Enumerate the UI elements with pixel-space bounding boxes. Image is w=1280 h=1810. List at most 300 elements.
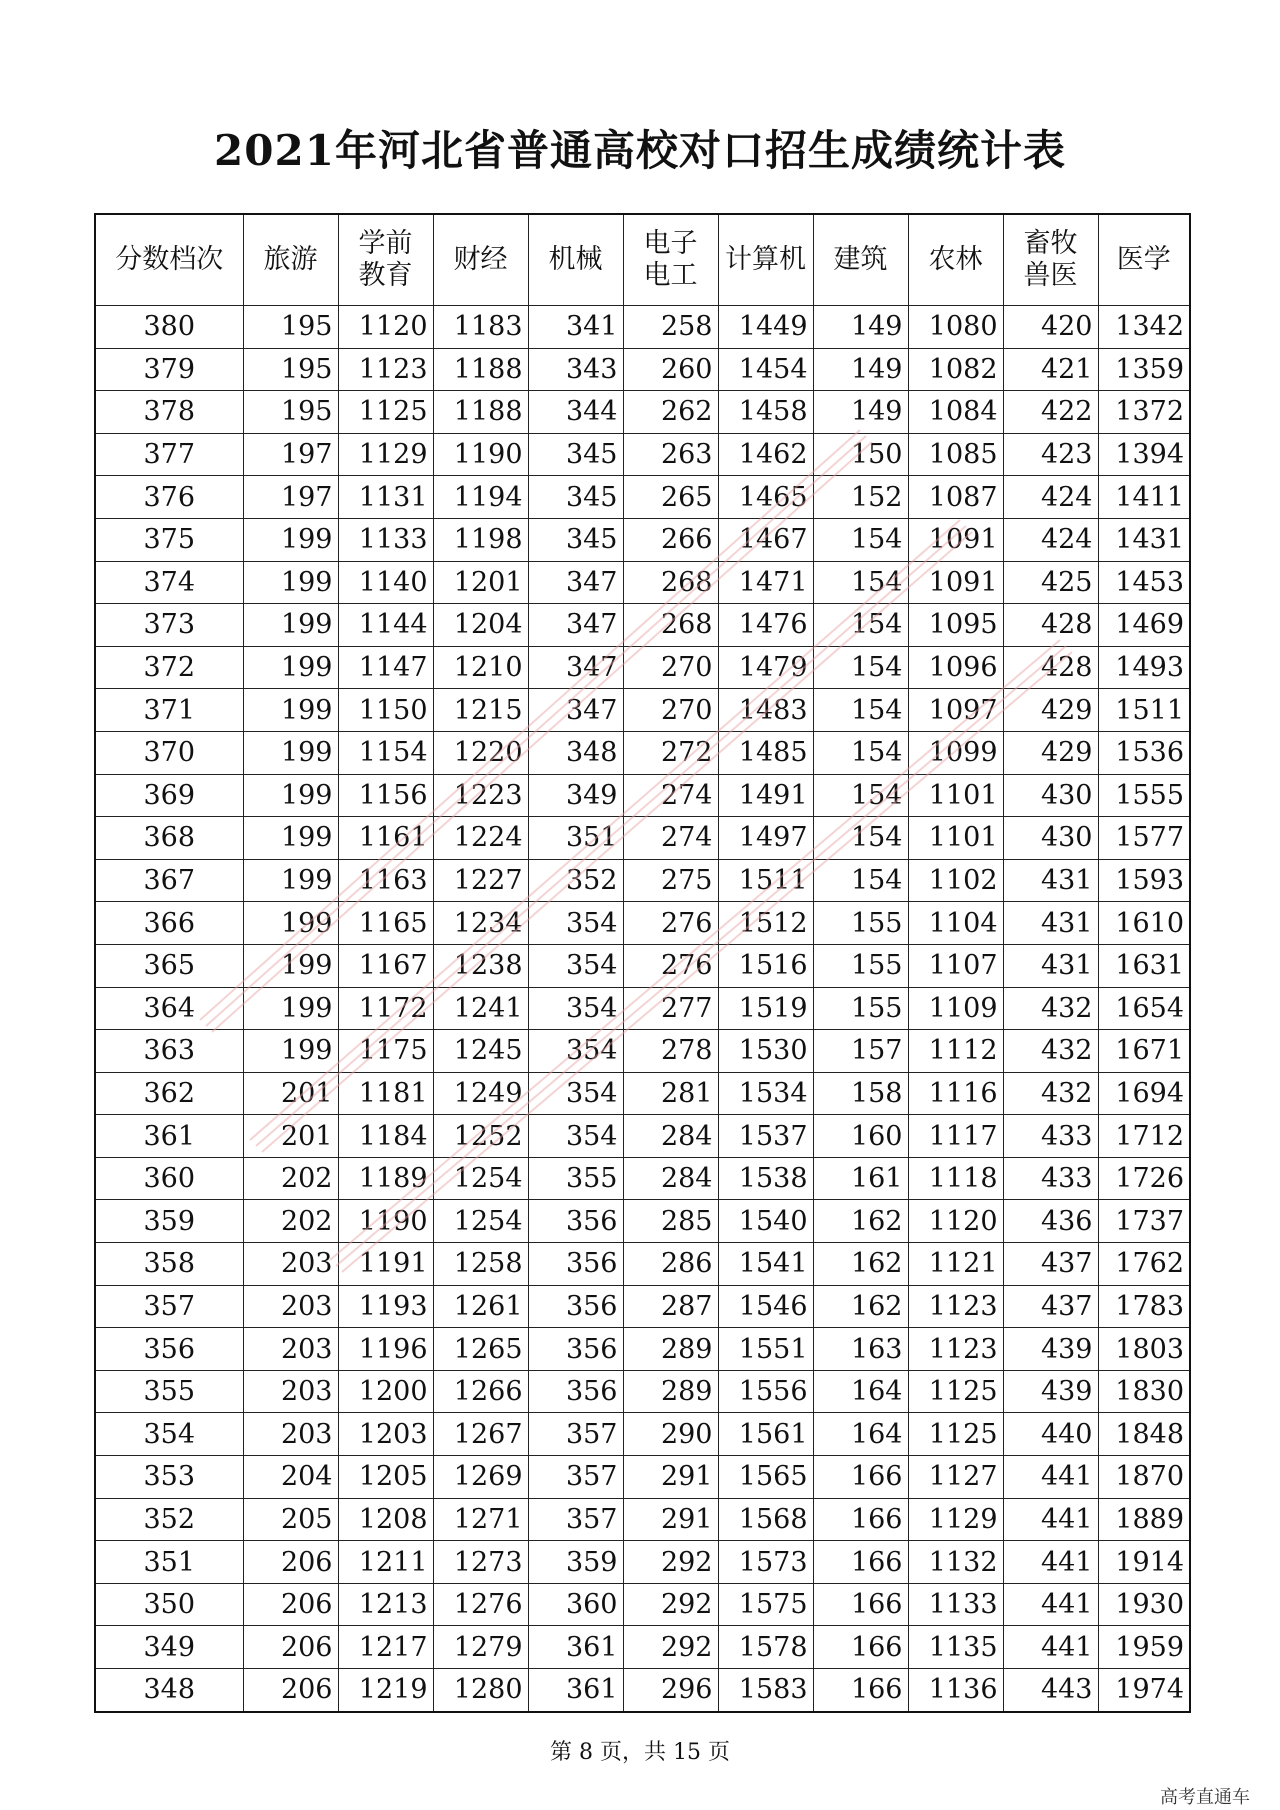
- count-cell: 1458: [718, 391, 813, 434]
- table-row: [95, 1370, 1190, 1413]
- count-cell: 160: [813, 1115, 908, 1158]
- count-cell: 1097: [908, 689, 1003, 732]
- count-cell: 149: [813, 391, 908, 434]
- count-cell: 1573: [718, 1541, 813, 1584]
- count-cell: 1150: [338, 689, 433, 732]
- count-cell: 341: [528, 306, 623, 349]
- count-cell: 205: [243, 1498, 338, 1541]
- count-cell: 356: [528, 1285, 623, 1328]
- count-cell: 201: [243, 1072, 338, 1115]
- count-cell: 356: [528, 1328, 623, 1371]
- count-cell: 278: [623, 1030, 718, 1073]
- count-cell: 1540: [718, 1200, 813, 1243]
- count-cell: 1479: [718, 646, 813, 689]
- count-cell: 154: [813, 774, 908, 817]
- count-cell: 1516: [718, 944, 813, 987]
- count-cell: 1762: [1098, 1243, 1190, 1286]
- count-cell: 356: [528, 1200, 623, 1243]
- count-cell: 199: [243, 561, 338, 604]
- count-cell: 1091: [908, 518, 1003, 561]
- count-cell: 1541: [718, 1243, 813, 1286]
- count-cell: 1830: [1098, 1370, 1190, 1413]
- count-cell: 1224: [433, 817, 528, 860]
- count-cell: 164: [813, 1413, 908, 1456]
- table-row: [95, 1413, 1190, 1456]
- count-cell: 356: [528, 1370, 623, 1413]
- score-cell: 364: [95, 987, 243, 1030]
- count-cell: 286: [623, 1243, 718, 1286]
- count-cell: 1201: [433, 561, 528, 604]
- count-cell: 359: [528, 1541, 623, 1584]
- column-header-line: 兽医: [1023, 260, 1078, 291]
- count-cell: 439: [1003, 1370, 1098, 1413]
- count-cell: 1519: [718, 987, 813, 1030]
- count-cell: 1254: [433, 1157, 528, 1200]
- table-row: [95, 1669, 1190, 1712]
- header-row: [95, 214, 1190, 306]
- column-header: [95, 214, 243, 306]
- count-cell: 276: [623, 902, 718, 945]
- count-cell: 431: [1003, 902, 1098, 945]
- table-row: [95, 604, 1190, 647]
- score-cell: 374: [95, 561, 243, 604]
- count-cell: 422: [1003, 391, 1098, 434]
- count-cell: 199: [243, 902, 338, 945]
- score-cell: 378: [95, 391, 243, 434]
- count-cell: 1783: [1098, 1285, 1190, 1328]
- count-cell: 1091: [908, 561, 1003, 604]
- column-header-line: 机械: [548, 244, 603, 275]
- count-cell: 1726: [1098, 1157, 1190, 1200]
- count-cell: 1565: [718, 1456, 813, 1499]
- count-cell: 1125: [908, 1413, 1003, 1456]
- count-cell: 1342: [1098, 306, 1190, 349]
- count-cell: 1131: [338, 476, 433, 519]
- count-cell: 348: [528, 731, 623, 774]
- count-cell: 1575: [718, 1583, 813, 1626]
- count-cell: 1889: [1098, 1498, 1190, 1541]
- count-cell: 199: [243, 774, 338, 817]
- count-cell: 360: [528, 1583, 623, 1626]
- count-cell: 166: [813, 1583, 908, 1626]
- count-cell: 206: [243, 1669, 338, 1712]
- count-cell: 345: [528, 433, 623, 476]
- count-cell: 1476: [718, 604, 813, 647]
- count-cell: 433: [1003, 1115, 1098, 1158]
- count-cell: 1172: [338, 987, 433, 1030]
- count-cell: 265: [623, 476, 718, 519]
- table-row: [95, 1456, 1190, 1499]
- count-cell: 150: [813, 433, 908, 476]
- score-table: [94, 213, 1191, 1713]
- count-cell: 1118: [908, 1157, 1003, 1200]
- count-cell: 296: [623, 1669, 718, 1712]
- count-cell: 347: [528, 689, 623, 732]
- column-header: [1098, 214, 1190, 306]
- count-cell: 1112: [908, 1030, 1003, 1073]
- score-cell: 369: [95, 774, 243, 817]
- count-cell: 430: [1003, 774, 1098, 817]
- count-cell: 287: [623, 1285, 718, 1328]
- count-cell: 154: [813, 859, 908, 902]
- count-cell: 199: [243, 731, 338, 774]
- table-row: [95, 1072, 1190, 1115]
- count-cell: 206: [243, 1541, 338, 1584]
- count-cell: 154: [813, 731, 908, 774]
- count-cell: 154: [813, 646, 908, 689]
- count-cell: 428: [1003, 646, 1098, 689]
- count-cell: 1454: [718, 348, 813, 391]
- table-row: [95, 1030, 1190, 1073]
- count-cell: 1273: [433, 1541, 528, 1584]
- count-cell: 1136: [908, 1669, 1003, 1712]
- table-row: [95, 1583, 1190, 1626]
- count-cell: 1254: [433, 1200, 528, 1243]
- score-cell: 368: [95, 817, 243, 860]
- count-cell: 1959: [1098, 1626, 1190, 1669]
- count-cell: 431: [1003, 859, 1098, 902]
- count-cell: 1556: [718, 1370, 813, 1413]
- count-cell: 1803: [1098, 1328, 1190, 1371]
- count-cell: 1163: [338, 859, 433, 902]
- count-cell: 164: [813, 1370, 908, 1413]
- count-cell: 1161: [338, 817, 433, 860]
- table-row: [95, 561, 1190, 604]
- count-cell: 1120: [338, 306, 433, 349]
- count-cell: 1140: [338, 561, 433, 604]
- count-cell: 1133: [908, 1583, 1003, 1626]
- count-cell: 352: [528, 859, 623, 902]
- count-cell: 1258: [433, 1243, 528, 1286]
- count-cell: 1175: [338, 1030, 433, 1073]
- table-row: [95, 859, 1190, 902]
- column-header: [338, 214, 433, 306]
- table-row: [95, 902, 1190, 945]
- count-cell: 1227: [433, 859, 528, 902]
- count-cell: 1359: [1098, 348, 1190, 391]
- score-cell: 380: [95, 306, 243, 349]
- table-row: [95, 646, 1190, 689]
- count-cell: 1551: [718, 1328, 813, 1371]
- count-cell: 166: [813, 1669, 908, 1712]
- count-cell: 290: [623, 1413, 718, 1456]
- count-cell: 199: [243, 689, 338, 732]
- table-row: [95, 944, 1190, 987]
- count-cell: 1411: [1098, 476, 1190, 519]
- count-cell: 202: [243, 1200, 338, 1243]
- count-cell: 1593: [1098, 859, 1190, 902]
- count-cell: 1219: [338, 1669, 433, 1712]
- table-row: [95, 689, 1190, 732]
- count-cell: 268: [623, 561, 718, 604]
- count-cell: 1096: [908, 646, 1003, 689]
- count-cell: 289: [623, 1370, 718, 1413]
- count-cell: 289: [623, 1328, 718, 1371]
- count-cell: 266: [623, 518, 718, 561]
- count-cell: 1127: [908, 1456, 1003, 1499]
- count-cell: 1190: [433, 433, 528, 476]
- count-cell: 1267: [433, 1413, 528, 1456]
- table-row: [95, 1285, 1190, 1328]
- count-cell: 1914: [1098, 1541, 1190, 1584]
- count-cell: 1671: [1098, 1030, 1190, 1073]
- column-header: [813, 214, 908, 306]
- count-cell: 1578: [718, 1626, 813, 1669]
- count-cell: 1577: [1098, 817, 1190, 860]
- count-cell: 1204: [433, 604, 528, 647]
- count-cell: 263: [623, 433, 718, 476]
- column-header-line: 分数档次: [115, 244, 224, 275]
- count-cell: 1538: [718, 1157, 813, 1200]
- table-row: [95, 391, 1190, 434]
- count-cell: 1101: [908, 774, 1003, 817]
- count-cell: 1181: [338, 1072, 433, 1115]
- count-cell: 344: [528, 391, 623, 434]
- count-cell: 357: [528, 1456, 623, 1499]
- score-cell: 377: [95, 433, 243, 476]
- table-row: [95, 817, 1190, 860]
- count-cell: 199: [243, 859, 338, 902]
- count-cell: 1167: [338, 944, 433, 987]
- score-cell: 362: [95, 1072, 243, 1115]
- count-cell: 354: [528, 987, 623, 1030]
- count-cell: 149: [813, 306, 908, 349]
- count-cell: 441: [1003, 1456, 1098, 1499]
- count-cell: 1200: [338, 1370, 433, 1413]
- count-cell: 361: [528, 1669, 623, 1712]
- count-cell: 1394: [1098, 433, 1190, 476]
- count-cell: 157: [813, 1030, 908, 1073]
- count-cell: 166: [813, 1626, 908, 1669]
- table-row: [95, 1328, 1190, 1371]
- count-cell: 354: [528, 1030, 623, 1073]
- count-cell: 1188: [433, 348, 528, 391]
- count-cell: 162: [813, 1243, 908, 1286]
- count-cell: 292: [623, 1626, 718, 1669]
- count-cell: 1511: [718, 859, 813, 902]
- count-cell: 1084: [908, 391, 1003, 434]
- count-cell: 1217: [338, 1626, 433, 1669]
- count-cell: 1194: [433, 476, 528, 519]
- count-cell: 345: [528, 476, 623, 519]
- count-cell: 1156: [338, 774, 433, 817]
- count-cell: 1261: [433, 1285, 528, 1328]
- score-cell: 371: [95, 689, 243, 732]
- count-cell: 149: [813, 348, 908, 391]
- count-cell: 1269: [433, 1456, 528, 1499]
- count-cell: 201: [243, 1115, 338, 1158]
- count-cell: 1469: [1098, 604, 1190, 647]
- count-cell: 354: [528, 1115, 623, 1158]
- count-cell: 1223: [433, 774, 528, 817]
- count-cell: 202: [243, 1157, 338, 1200]
- count-cell: 154: [813, 689, 908, 732]
- score-cell: 379: [95, 348, 243, 391]
- count-cell: 199: [243, 518, 338, 561]
- count-cell: 1129: [338, 433, 433, 476]
- score-cell: 350: [95, 1583, 243, 1626]
- score-cell: 370: [95, 731, 243, 774]
- score-cell: 355: [95, 1370, 243, 1413]
- count-cell: 347: [528, 646, 623, 689]
- count-cell: 1133: [338, 518, 433, 561]
- count-cell: 1536: [1098, 731, 1190, 774]
- count-cell: 195: [243, 348, 338, 391]
- count-cell: 1125: [908, 1370, 1003, 1413]
- count-cell: 260: [623, 348, 718, 391]
- count-cell: 199: [243, 646, 338, 689]
- score-cell: 354: [95, 1413, 243, 1456]
- count-cell: 1238: [433, 944, 528, 987]
- score-cell: 348: [95, 1669, 243, 1712]
- page-footer: 第 8 页，共 15 页: [550, 1740, 730, 1765]
- count-cell: 429: [1003, 731, 1098, 774]
- count-cell: 1279: [433, 1626, 528, 1669]
- column-header-line: 教育: [358, 260, 413, 291]
- count-cell: 258: [623, 306, 718, 349]
- count-cell: 1252: [433, 1115, 528, 1158]
- count-cell: 1210: [433, 646, 528, 689]
- count-cell: 1129: [908, 1498, 1003, 1541]
- count-cell: 1241: [433, 987, 528, 1030]
- count-cell: 1132: [908, 1541, 1003, 1584]
- count-cell: 166: [813, 1456, 908, 1499]
- count-cell: 1121: [908, 1243, 1003, 1286]
- count-cell: 1974: [1098, 1669, 1190, 1712]
- count-cell: 1694: [1098, 1072, 1190, 1115]
- count-cell: 1546: [718, 1285, 813, 1328]
- table-row: [95, 306, 1190, 349]
- count-cell: 1583: [718, 1669, 813, 1712]
- count-cell: 154: [813, 518, 908, 561]
- count-cell: 197: [243, 433, 338, 476]
- count-cell: 1193: [338, 1285, 433, 1328]
- column-header-line: 计算机: [725, 244, 806, 275]
- count-cell: 1537: [718, 1115, 813, 1158]
- count-cell: 152: [813, 476, 908, 519]
- count-cell: 1211: [338, 1541, 433, 1584]
- count-cell: 203: [243, 1243, 338, 1286]
- count-cell: 432: [1003, 987, 1098, 1030]
- count-cell: 1203: [338, 1413, 433, 1456]
- score-cell: 357: [95, 1285, 243, 1328]
- table-row: [95, 987, 1190, 1030]
- count-cell: 1654: [1098, 987, 1190, 1030]
- count-cell: 420: [1003, 306, 1098, 349]
- count-cell: 429: [1003, 689, 1098, 732]
- count-cell: 441: [1003, 1498, 1098, 1541]
- count-cell: 155: [813, 944, 908, 987]
- count-cell: 1165: [338, 902, 433, 945]
- score-cell: 372: [95, 646, 243, 689]
- count-cell: 199: [243, 944, 338, 987]
- count-cell: 1080: [908, 306, 1003, 349]
- count-cell: 1497: [718, 817, 813, 860]
- score-cell: 360: [95, 1157, 243, 1200]
- count-cell: 1215: [433, 689, 528, 732]
- count-cell: 1249: [433, 1072, 528, 1115]
- count-cell: 361: [528, 1626, 623, 1669]
- column-header-line: 学前: [358, 228, 413, 259]
- count-cell: 1109: [908, 987, 1003, 1030]
- count-cell: 203: [243, 1413, 338, 1456]
- column-header-line: 财经: [453, 244, 508, 275]
- count-cell: 1147: [338, 646, 433, 689]
- count-cell: 1491: [718, 774, 813, 817]
- count-cell: 428: [1003, 604, 1098, 647]
- count-cell: 281: [623, 1072, 718, 1115]
- count-cell: 430: [1003, 817, 1098, 860]
- count-cell: 166: [813, 1541, 908, 1584]
- count-cell: 1099: [908, 731, 1003, 774]
- count-cell: 285: [623, 1200, 718, 1243]
- count-cell: 197: [243, 476, 338, 519]
- score-cell: 351: [95, 1541, 243, 1584]
- count-cell: 195: [243, 306, 338, 349]
- count-cell: 291: [623, 1498, 718, 1541]
- count-cell: 1266: [433, 1370, 528, 1413]
- count-cell: 1188: [433, 391, 528, 434]
- count-cell: 1483: [718, 689, 813, 732]
- count-cell: 1123: [908, 1285, 1003, 1328]
- count-cell: 424: [1003, 476, 1098, 519]
- count-cell: 276: [623, 944, 718, 987]
- count-cell: 356: [528, 1243, 623, 1286]
- count-cell: 1183: [433, 306, 528, 349]
- count-cell: 1453: [1098, 561, 1190, 604]
- count-cell: 355: [528, 1157, 623, 1200]
- count-cell: 1555: [1098, 774, 1190, 817]
- count-cell: 1467: [718, 518, 813, 561]
- table-row: [95, 1243, 1190, 1286]
- count-cell: 166: [813, 1498, 908, 1541]
- count-cell: 270: [623, 689, 718, 732]
- count-cell: 1125: [338, 391, 433, 434]
- count-cell: 1116: [908, 1072, 1003, 1115]
- count-cell: 1190: [338, 1200, 433, 1243]
- table-row: [95, 476, 1190, 519]
- count-cell: 1085: [908, 433, 1003, 476]
- count-cell: 1104: [908, 902, 1003, 945]
- table-row: [95, 1157, 1190, 1200]
- count-cell: 1154: [338, 731, 433, 774]
- count-cell: 155: [813, 902, 908, 945]
- count-cell: 277: [623, 987, 718, 1030]
- table-row: [95, 348, 1190, 391]
- count-cell: 1471: [718, 561, 813, 604]
- score-cell: 353: [95, 1456, 243, 1499]
- count-cell: 440: [1003, 1413, 1098, 1456]
- count-cell: 1144: [338, 604, 433, 647]
- count-cell: 345: [528, 518, 623, 561]
- table-row: [95, 1541, 1190, 1584]
- count-cell: 351: [528, 817, 623, 860]
- page-title: 2021年河北省普通高校对口招生成绩统计表: [214, 126, 1066, 175]
- count-cell: 274: [623, 774, 718, 817]
- count-cell: 284: [623, 1115, 718, 1158]
- score-cell: 375: [95, 518, 243, 561]
- score-cell: 367: [95, 859, 243, 902]
- score-cell: 349: [95, 1626, 243, 1669]
- column-header: [528, 214, 623, 306]
- count-cell: 1196: [338, 1328, 433, 1371]
- count-cell: 1095: [908, 604, 1003, 647]
- count-cell: 424: [1003, 518, 1098, 561]
- table-row: [95, 774, 1190, 817]
- score-cell: 359: [95, 1200, 243, 1243]
- count-cell: 203: [243, 1285, 338, 1328]
- count-cell: 1276: [433, 1583, 528, 1626]
